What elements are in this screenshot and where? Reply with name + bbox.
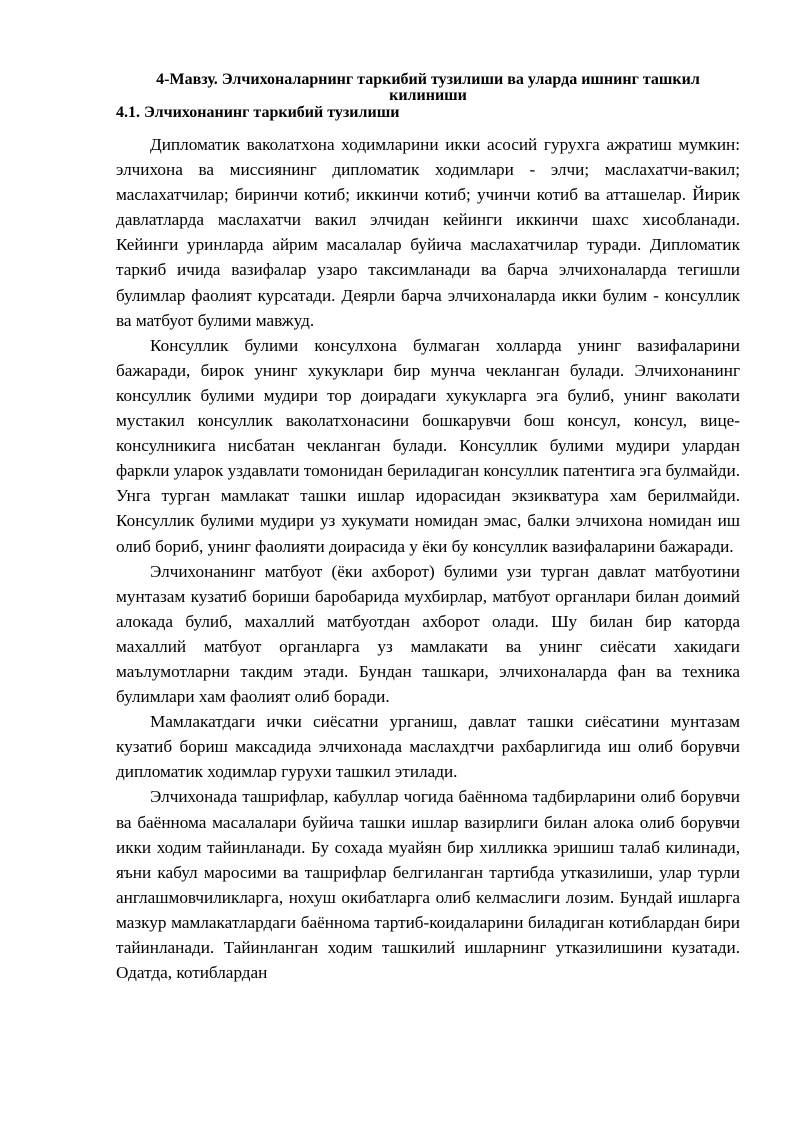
- paragraph-1: Дипломатик ваколатхона ходимларини икки асосий гурухга ажратиш мумкин: элчихона ва миссиянинг дипломатик ходимлари - элчи; маслахатчи-вакил; маслахатчилар; биринчи котиб; иккинчи котиб; учинчи котиб ва атташелар. Йирик давлатларда маслахатчи вакил элчидан кейинги иккинчи шахс хисобланади. Кейинги уринларда айрим масалалар буйича маслахатчилар туради. Дипломатик таркиб ичида вазифалар узаро таксимланади ва барча элчихоналарда тегишли булимлар фаолият курсатади. Деярли барча элчихоналарда икки булим - консуллик ва матбуот булими мавжуд.: [116, 135, 740, 330]
- paragraph-5: Элчихонада ташрифлар, кабуллар чогида баённома тадбирларини олиб борувчи ва баённома масалалари буйича ташки ишлар вазирлиги билан алока олиб борувчи икки ходим тайинланади. Бу сохада муайян бир хилликка эришиш талаб килинади, яъни кабул маросими ва ташрифлар белгиланган тартибда утказилиши, улар турли англашмовчиликларга, нохуш окибатларга олиб келмаслиги лозим. Бундай ишларга мазкур мамлакатлардаги баённома тартиб-коидаларини биладиган котиблардан бири тайинланади. Тайинланган ходим ташкилий ишларнинг утказилишини кузатади. Одатда, котиблардан: [116, 787, 740, 983]
- paragraph-2: Консуллик булими консулхона булмаган холларда унинг вазифаларини бажаради, бирок унинг хукуклари бир мунча чекланган булади. Элчихонанинг консуллик булими мудири тор доирадаги хукукларга эга булиб, унинг ваколати мустакил консуллик ваколатхонасини бошкарувчи бош консул, консул, вице- консулникига нисбатан чекланган булади. Консуллик булими мудири улардан фаркли уларок уздавлати томонидан бериладиган консуллик патентига эга булмайди. Унга турган мамлакат ташки ишлар идорасидан экзикватура хам берилмайди. Консуллик булими мудири уз хукумати номидан эмас, балки элчихона номидан иш олиб бориб, унинг фаолияти доирасида у ёки бу консуллик вазифаларини бажаради.: [116, 335, 740, 556]
- document-page: [116, 72, 740, 985]
- paragraph-3: Элчихонанинг матбуот (ёки ахборот) булими узи турган давлат матбуотини мунтазам кузатиб бориши баробарида мухбирлар, матбуот органлари билан доимий алокада булиб, махаллий матбуотдан ахборот олади. Шу билан бир каторда махаллий матбуот органларга уз мамлакати ва унинг сиёсати хакидаги маълумотларни такдим этади. Бундан ташкари, элчихоналарда фан ва техника булимлари хам фаолият олиб боради.: [116, 561, 740, 707]
- paragraph-4: Мамлакатдаги ички сиёсатни урганиш, давлат ташки сиёсатини мунтазам кузатиб бориш максадида элчихонада маслахдтчи рахбарлигида иш олиб борувчи дипломатик ходимлар гурухи ташкил этилади.: [116, 712, 740, 782]
- section-heading: 4.1. Элчихонанинг таркибий тузилиши: [116, 104, 400, 121]
- page-title: 4-Мавзу. Элчихоналарнинг таркибий тузилиши ва уларда ишнинг ташкил килиниши: [156, 71, 700, 104]
